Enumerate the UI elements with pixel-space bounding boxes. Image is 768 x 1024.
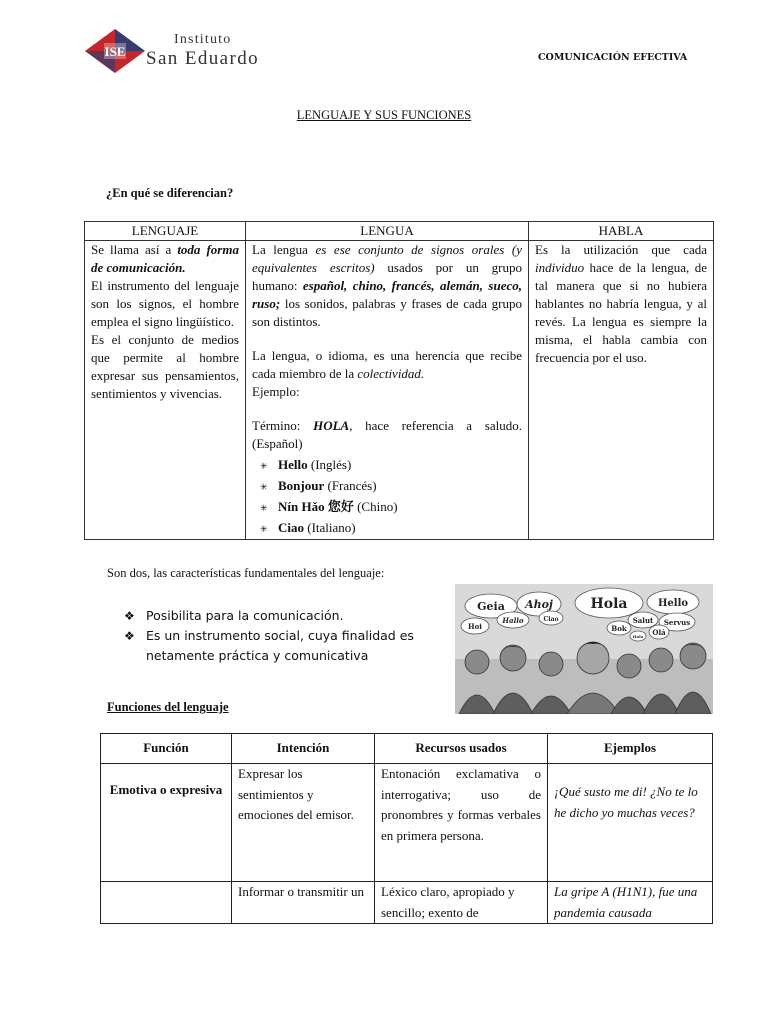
institute-logo: [84, 28, 146, 74]
list-item: ✳ Hello (Inglés): [260, 455, 522, 476]
greetings-illustration: [455, 584, 713, 714]
cell-habla: [529, 241, 714, 540]
lenguaje-paragraph-2: El instrumento del lenguaje son los signos, el hombre emplea el signo lingüístico.: [91, 278, 239, 329]
characteristics-list: [124, 606, 444, 666]
svg-text:Salut: Salut: [632, 616, 654, 625]
star-bullet-icon: ✳: [260, 503, 268, 513]
svg-text:Hallo: Hallo: [502, 616, 524, 625]
lenguaje-paragraph-3: Es el conjunto de medios que permite al hombre expresar sus pensamientos, sentimientos y vivencias.: [91, 332, 239, 401]
svg-text:Hoi: Hoi: [468, 622, 482, 631]
svg-text:Hola: Hola: [632, 634, 644, 639]
habla-paragraph: Es la utilización que cada individuo hace de la lengua, de tal manera que si no hubiera hablantes no habría lengua, y al revés. La lengua es siempre la misma, el habla cambia con frecuencia por el uso.: [535, 242, 707, 365]
greeting-examples-list: [252, 455, 522, 539]
svg-text:Hola: Hola: [590, 596, 628, 612]
question-heading: ¿En qué se diferencian?: [106, 186, 234, 200]
cell-funcion: [101, 882, 232, 924]
cell-funcion: Emotiva o expresiva: [101, 764, 232, 882]
star-bullet-icon: ✳: [260, 482, 268, 492]
svg-text:Ahoj: Ahoj: [525, 598, 553, 611]
table-header-row: [101, 734, 713, 764]
institute-name-top: Instituto: [174, 32, 232, 47]
cell-intencion: Expresar los sentimientos y emociones del emisor.: [232, 764, 375, 882]
functions-heading: Funciones del lenguaje: [107, 700, 229, 714]
header-intencion: Intención: [232, 734, 375, 764]
diamond-bullet-icon: ❖: [124, 629, 135, 643]
lenguaje-paragraph-1: Se llama así a toda forma de comunicación.: [91, 242, 239, 275]
table-row: [101, 882, 713, 924]
page-title: LENGUAJE Y SUS FUNCIONES: [296, 108, 472, 122]
cell-ejemplos: ¡Qué susto me di! ¿No te lo he dicho yo muchas veces?: [548, 764, 713, 882]
cell-intencion: Informar o transmitir un: [232, 882, 375, 924]
comparison-table: [84, 221, 714, 540]
cell-lenguaje: [85, 241, 246, 540]
lengua-paragraph-1: La lengua es ese conjunto de signos orales (y equivalentes escritos) usados por un grupo humano: español, chino, francés, alemán, sueco, ruso; los sonidos, palabras y frases de cada grupo son distintos.: [252, 242, 523, 329]
svg-text:Servus: Servus: [663, 618, 691, 627]
header-ejemplos: Ejemplos: [548, 734, 713, 764]
header-lengua: LENGUA: [246, 222, 529, 241]
institute-name-bottom: San Eduardo: [146, 48, 260, 69]
svg-text:Bok: Bok: [611, 624, 627, 633]
list-item: ❖ Es un instrumento social, cuya finalidad es netamente práctica y comunicativa: [124, 628, 414, 663]
star-bullet-icon: ✳: [260, 524, 268, 534]
table-row: [101, 764, 713, 882]
svg-text:Ciao: Ciao: [543, 616, 559, 623]
logo-text: ISE: [104, 44, 126, 59]
lengua-paragraph-term: Término: HOLA, hace referencia a saludo. (Español): [252, 418, 522, 451]
svg-text:Olá: Olá: [652, 628, 666, 637]
cell-recursos: Léxico claro, apropiado y sencillo; exento de: [375, 882, 548, 924]
svg-text:Geia: Geia: [477, 600, 505, 613]
table-header-row: [85, 222, 714, 241]
table-row: [85, 241, 714, 540]
functions-table: [100, 733, 713, 924]
cell-ejemplos: La gripe A (H1N1), fue una pandemia causada: [548, 882, 713, 924]
header-recursos: Recursos usados: [375, 734, 548, 764]
cell-recursos: Entonación exclamativa o interrogativa; uso de pronombres y formas verbales en primera persona.: [375, 764, 548, 882]
course-name: COMUNICACIÓN EFECTIVA: [538, 52, 688, 63]
characteristics-intro: Son dos, las características fundamentales del lenguaje:: [107, 566, 385, 580]
list-item: ✳ Nín Hǎo 您好 (Chino): [260, 497, 522, 518]
list-item: ✳ Ciao (Italiano): [260, 518, 522, 539]
cell-lengua: [246, 241, 529, 540]
header-habla: HABLA: [529, 222, 714, 241]
lengua-paragraph-2: La lengua, o idioma, es una herencia que recibe cada miembro de la colectividad.: [252, 348, 522, 381]
list-item: ❖ Posibilita para la comunicación.: [124, 606, 444, 626]
header-funcion: Función: [101, 734, 232, 764]
lengua-example-label: Ejemplo:: [252, 384, 300, 399]
header-lenguaje: LENGUAJE: [85, 222, 246, 241]
svg-text:Hello: Hello: [657, 598, 689, 609]
star-bullet-icon: ✳: [260, 461, 268, 471]
list-item: ✳ Bonjour (Francés): [260, 476, 522, 497]
diamond-bullet-icon: ❖: [124, 609, 135, 623]
